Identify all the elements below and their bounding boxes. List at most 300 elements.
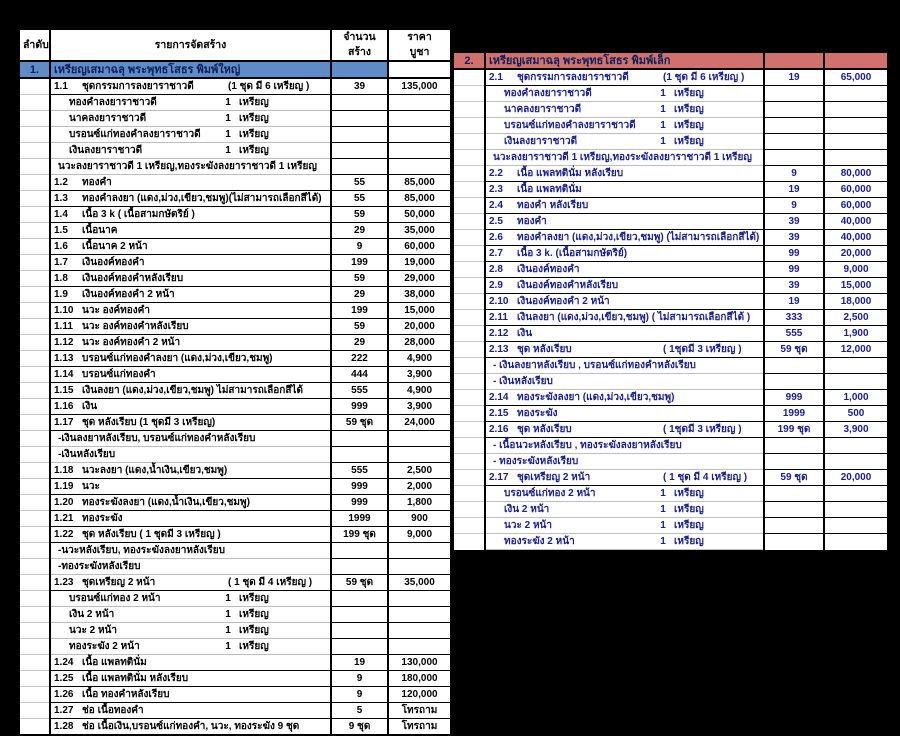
- item-row: [20, 223, 450, 239]
- price-cell: 135,000: [388, 78, 450, 95]
- quantity-cell: 999: [764, 390, 824, 406]
- order-cell: [20, 591, 50, 607]
- price-table-small-mold: [452, 51, 889, 552]
- item-row: [454, 214, 887, 230]
- price-cell: 20,000: [388, 319, 450, 335]
- price-cell: 60,000: [824, 182, 887, 198]
- quantity-cell: 29: [331, 223, 388, 239]
- item-name: ทองคำ หลังเรียบ: [517, 199, 589, 211]
- quantity-cell: 222: [331, 351, 388, 367]
- item-row: [20, 687, 450, 703]
- order-cell: [20, 639, 50, 655]
- description-cell: [50, 527, 331, 543]
- order-cell: [454, 374, 485, 390]
- item-name: เงินองค์ทองคำหลังเรียบ: [517, 279, 619, 291]
- item-number: 1.2: [54, 176, 68, 188]
- price-cell: 20,000: [824, 470, 887, 486]
- item-number: 1.15: [54, 384, 74, 396]
- item-row: [20, 655, 450, 671]
- order-cell: [20, 383, 50, 399]
- price-cell: 18,000: [824, 294, 887, 310]
- quantity-cell: 5: [331, 703, 388, 719]
- item-row: [454, 470, 887, 486]
- item-row: [454, 406, 887, 422]
- description-cell: [50, 591, 331, 607]
- quantity-cell: [331, 607, 388, 623]
- item-row: [454, 198, 887, 214]
- item-row: [454, 342, 887, 358]
- price-cell: 3,900: [388, 399, 450, 415]
- quantity-cell: [331, 61, 388, 78]
- quantity-cell: 1999: [764, 406, 824, 422]
- order-cell: [20, 527, 50, 543]
- quantity-cell: 9: [764, 198, 824, 214]
- quantity-cell: 59 ชุด: [764, 342, 824, 358]
- description-cell: [485, 390, 764, 406]
- price-cell: 500: [824, 406, 887, 422]
- item-name: ช่อ เนื้อเงิน,บรอนซ์แก่ทองคำ, นวะ, ทองระฆัง 9 ชุด: [82, 720, 300, 732]
- column-header-price-line1: ราคา: [407, 31, 432, 43]
- item-row: [454, 310, 887, 326]
- item-number: 1.7: [54, 256, 68, 268]
- description-cell: [485, 150, 764, 166]
- note-text: -เงินหลังเรียบ: [58, 448, 116, 460]
- description-cell: [485, 454, 764, 470]
- sub-item-count: 1: [660, 503, 666, 515]
- price-cell: 40,000: [824, 230, 887, 246]
- note-text: - เนื้อนวะหลังเรียบ , ทองระฆังลงยาหลังเรียบ: [493, 439, 682, 451]
- price-cell: [388, 639, 450, 655]
- description-cell: [485, 422, 764, 438]
- quantity-cell: [764, 454, 824, 470]
- description-cell: [50, 78, 331, 95]
- quantity-cell: [764, 438, 824, 454]
- quantity-cell: [331, 543, 388, 559]
- item-number: 1.28: [54, 720, 74, 732]
- note-row: [454, 358, 887, 374]
- sub-item-row: [454, 486, 887, 502]
- order-cell: [454, 198, 485, 214]
- quantity-cell: 59 ชุด: [331, 415, 388, 431]
- order-cell: [20, 255, 50, 271]
- sub-item-row: [454, 518, 887, 534]
- item-number: 1.14: [54, 368, 74, 380]
- quantity-cell: 199 ชุด: [331, 527, 388, 543]
- description-cell: [50, 575, 331, 591]
- item-number: 1.8: [54, 272, 68, 284]
- sub-item-unit: เหรียญ: [674, 487, 704, 499]
- description-cell: [485, 406, 764, 422]
- sub-item-name: ทองคำลงยาราชาวดี: [69, 96, 157, 108]
- order-cell: [454, 214, 485, 230]
- quantity-cell: [764, 53, 824, 69]
- sub-item-row: [454, 102, 887, 118]
- item-row: [20, 511, 450, 527]
- price-cell: [388, 447, 450, 463]
- order-cell: [20, 399, 50, 415]
- order-cell: [20, 159, 50, 175]
- quantity-cell: 9: [331, 687, 388, 703]
- item-row: [20, 415, 450, 431]
- item-number: 2.6: [489, 231, 503, 243]
- order-cell: [20, 239, 50, 255]
- quantity-cell: 333: [764, 310, 824, 326]
- order-cell: [20, 271, 50, 287]
- description-cell: [50, 447, 331, 463]
- quantity-cell: [331, 95, 388, 111]
- description-cell: [50, 319, 331, 335]
- item-row: [20, 463, 450, 479]
- order-cell: [454, 534, 485, 550]
- note-row: [454, 150, 887, 166]
- quantity-cell: 39: [764, 278, 824, 294]
- item-number: 2.4: [489, 199, 503, 211]
- price-cell: [388, 591, 450, 607]
- item-number: 2.14: [489, 391, 509, 403]
- order-cell: [20, 351, 50, 367]
- sub-item-unit: เหรียญ: [239, 608, 269, 620]
- item-set-note: (1 ชุด มี 6 เหรียญ ): [228, 80, 310, 92]
- item-name: ชุด หลังเรียบ ( 1 ชุดมี 3 เหรียญ ): [82, 528, 221, 540]
- description-cell: [485, 278, 764, 294]
- description-cell: [50, 415, 331, 431]
- left-table: [20, 30, 450, 734]
- description-cell: [485, 102, 764, 118]
- description-cell: [50, 111, 331, 127]
- price-cell: 40,000: [824, 214, 887, 230]
- item-name: เนื้อ ทองคำหลังเรียบ: [82, 688, 170, 700]
- item-name: เงิน: [517, 327, 533, 339]
- description-cell: [50, 95, 331, 111]
- description-cell: [50, 287, 331, 303]
- sub-item-name: นาคลงยาราชาวดี: [504, 103, 582, 115]
- item-number: 1.17: [54, 416, 74, 428]
- item-row: [20, 271, 450, 287]
- price-cell: [824, 53, 887, 69]
- item-row: [20, 367, 450, 383]
- item-number: 1.21: [54, 512, 74, 524]
- price-cell: 28,000: [388, 335, 450, 351]
- sub-item-name: บรอนซ์แก่ทองคำลงยาราชาวดี: [504, 119, 636, 131]
- order-cell: [454, 470, 485, 486]
- order-cell: [454, 150, 485, 166]
- quantity-cell: [331, 559, 388, 575]
- quantity-cell: 555: [764, 326, 824, 342]
- sub-item-name: บรอนซ์แก่ทอง 2 หน้า: [504, 487, 596, 499]
- description-cell: [50, 61, 331, 78]
- price-cell: [388, 607, 450, 623]
- order-cell: [454, 246, 485, 262]
- sub-item-name: บรอนซ์แก่ทองคำลงยาราชาวดี: [69, 128, 201, 140]
- description-cell: [485, 502, 764, 518]
- sub-item-name: นวะ 2 หน้า: [69, 624, 117, 636]
- description-cell: [485, 134, 764, 150]
- quantity-cell: 555: [331, 463, 388, 479]
- sub-item-count: 1: [660, 487, 666, 499]
- price-cell: 2,500: [388, 463, 450, 479]
- description-cell: [485, 53, 764, 69]
- sub-item-row: [20, 623, 450, 639]
- sub-item-unit: เหรียญ: [239, 640, 269, 652]
- item-name: เงินลงยา (แดง,ม่วง,เขียว,ชมพู) ไม่สามารถเลือกสีได้: [82, 384, 303, 396]
- item-set-note: (1 ชุด มี 6 เหรียญ ): [663, 71, 745, 83]
- note-text: - เงินหลังเรียบ: [493, 375, 553, 387]
- sub-item-count: 1: [660, 103, 666, 115]
- item-row: [454, 326, 887, 342]
- note-text: นวะลงยาราชาวดี 1 เหรียญ,ทองระฆังลงยาราชาวดี 1 เหรียญ: [493, 151, 752, 163]
- quantity-cell: [764, 374, 824, 390]
- price-cell: 60,000: [388, 239, 450, 255]
- sub-item-unit: เหรียญ: [239, 96, 269, 108]
- description-cell: [50, 431, 331, 447]
- price-cell: [824, 486, 887, 502]
- note-row: [20, 543, 450, 559]
- item-name: ทองระฆัง: [517, 407, 558, 419]
- description-cell: [50, 271, 331, 287]
- item-number: 1.27: [54, 704, 74, 716]
- description-cell: [50, 655, 331, 671]
- price-cell: [824, 118, 887, 134]
- price-cell: 60,000: [824, 198, 887, 214]
- sub-item-name: ทองคำลงยาราชาวดี: [504, 87, 592, 99]
- description-cell: [485, 534, 764, 550]
- quantity-cell: [331, 639, 388, 655]
- sub-item-count: 1: [225, 608, 231, 620]
- price-cell: 12,000: [824, 342, 887, 358]
- sub-item-row: [454, 86, 887, 102]
- order-cell: [20, 671, 50, 687]
- item-number: 1.12: [54, 336, 74, 348]
- order-cell: [20, 95, 50, 111]
- order-cell: [454, 118, 485, 134]
- item-number: 1.1: [54, 80, 68, 92]
- description-cell: [50, 559, 331, 575]
- order-cell: [454, 166, 485, 182]
- item-number: 1.23: [54, 576, 74, 588]
- item-row: [20, 671, 450, 687]
- price-cell: [824, 150, 887, 166]
- quantity-cell: 19: [764, 294, 824, 310]
- column-header-quantity-line2: สร้าง: [347, 46, 372, 58]
- quantity-cell: 29: [331, 287, 388, 303]
- item-name: เนื้อนาค 2 หน้า: [82, 240, 148, 252]
- quantity-cell: 199: [331, 255, 388, 271]
- item-row: [20, 575, 450, 591]
- order-cell: [454, 486, 485, 502]
- sub-item-count: 1: [225, 640, 231, 652]
- order-cell: [454, 518, 485, 534]
- quantity-cell: 19: [764, 69, 824, 86]
- price-cell: [824, 102, 887, 118]
- description-cell: [50, 495, 331, 511]
- order-cell: [454, 422, 485, 438]
- price-cell: 65,000: [824, 69, 887, 86]
- quantity-cell: [331, 159, 388, 175]
- quantity-cell: [764, 502, 824, 518]
- quantity-cell: [764, 358, 824, 374]
- order-cell: [20, 111, 50, 127]
- price-cell: [388, 61, 450, 78]
- price-cell: [824, 358, 887, 374]
- item-set-note: ( 1 ชุด มี 4 เหรียญ ): [228, 576, 313, 588]
- quantity-cell: 999: [331, 399, 388, 415]
- item-name: ทองคำ: [82, 176, 112, 188]
- item-number: 2.10: [489, 295, 509, 307]
- item-row: [20, 191, 450, 207]
- item-name: ชุดกรรมการลงยาราชาวดี: [82, 80, 194, 92]
- item-row: [454, 182, 887, 198]
- item-row: [20, 479, 450, 495]
- quantity-cell: 39: [764, 214, 824, 230]
- order-cell: 1.: [20, 61, 50, 78]
- note-text: - ทองระฆังหลังเรียบ: [493, 455, 579, 467]
- description-cell: [485, 230, 764, 246]
- order-cell: [454, 406, 485, 422]
- sub-item-count: 1: [660, 135, 666, 147]
- order-cell: [454, 438, 485, 454]
- item-name: นวะ องค์ทองคำ: [82, 304, 150, 316]
- quantity-cell: 9: [764, 166, 824, 182]
- column-header-order: ลำดับ: [20, 30, 50, 61]
- item-row: [20, 303, 450, 319]
- sub-item-count: 1: [660, 87, 666, 99]
- price-cell: [388, 543, 450, 559]
- item-row: [454, 422, 887, 438]
- description-cell: [485, 182, 764, 198]
- price-cell: [388, 95, 450, 111]
- quantity-cell: [331, 591, 388, 607]
- quantity-cell: 999: [331, 479, 388, 495]
- description-cell: [50, 671, 331, 687]
- order-cell: [20, 287, 50, 303]
- description-cell: [485, 214, 764, 230]
- order-cell: [454, 134, 485, 150]
- note-text: -ทองระฆังหลังเรียบ: [58, 560, 141, 572]
- price-cell: [824, 502, 887, 518]
- description-cell: [50, 367, 331, 383]
- price-cell: 15,000: [824, 278, 887, 294]
- item-row: [20, 175, 450, 191]
- order-cell: [20, 559, 50, 575]
- item-row: [20, 719, 450, 735]
- price-cell: 24,000: [388, 415, 450, 431]
- item-number: 1.16: [54, 400, 74, 412]
- price-cell: 15,000: [388, 303, 450, 319]
- item-name: เนื้อ 3 k ( เนื้อสามกษัตริย์ ): [82, 208, 195, 220]
- quantity-cell: [331, 623, 388, 639]
- price-cell: 3,900: [388, 367, 450, 383]
- item-name: ชุด หลังเรียบ (1 ชุดมี 3 เหรียญ): [82, 416, 216, 428]
- sub-item-row: [454, 502, 887, 518]
- description-cell: [50, 239, 331, 255]
- price-cell: 180,000: [388, 671, 450, 687]
- item-name: เนื้อ แพลทตินั่ม หลังเรียบ: [82, 672, 189, 684]
- description-cell: [50, 175, 331, 191]
- item-name: เนื้อนาค: [82, 224, 118, 236]
- order-cell: [20, 143, 50, 159]
- item-name: เงินองค์ทองคำ: [517, 263, 580, 275]
- sub-item-unit: เหรียญ: [674, 103, 704, 115]
- sub-item-count: 1: [660, 535, 666, 547]
- item-number: 1.13: [54, 352, 74, 364]
- quantity-cell: [764, 486, 824, 502]
- sub-item-name: บรอนซ์แก่ทอง 2 หน้า: [69, 592, 161, 604]
- sub-item-row: [20, 143, 450, 159]
- price-cell: 29,000: [388, 271, 450, 287]
- sub-item-unit: เหรียญ: [674, 87, 704, 99]
- item-row: [20, 351, 450, 367]
- quantity-cell: 555: [331, 383, 388, 399]
- price-cell: [388, 623, 450, 639]
- quantity-cell: 999: [331, 495, 388, 511]
- quantity-cell: 19: [764, 182, 824, 198]
- item-number: 2.13: [489, 343, 509, 355]
- sub-item-row: [454, 534, 887, 550]
- item-number: 1.3: [54, 192, 68, 204]
- description-cell: [50, 543, 331, 559]
- column-header-quantity: [331, 30, 388, 61]
- price-cell: 9,000: [388, 527, 450, 543]
- note-row: [20, 431, 450, 447]
- order-cell: [454, 262, 485, 278]
- sub-item-name: เงินลงยาราชาวดี: [504, 135, 578, 147]
- order-cell: [20, 78, 50, 95]
- note-row: [20, 447, 450, 463]
- sub-item-name: นวะ 2 หน้า: [504, 519, 552, 531]
- order-cell: [20, 303, 50, 319]
- item-number: 1.25: [54, 672, 74, 684]
- price-cell: 120,000: [388, 687, 450, 703]
- description-cell: [50, 207, 331, 223]
- item-number: 2.8: [489, 263, 503, 275]
- item-row: [20, 255, 450, 271]
- item-number: 1.6: [54, 240, 68, 252]
- description-cell: [50, 639, 331, 655]
- item-number: 2.1: [489, 71, 503, 83]
- right-table: [454, 53, 887, 550]
- quantity-cell: 55: [331, 175, 388, 191]
- left-table-header-row: [20, 30, 450, 61]
- quantity-cell: [764, 150, 824, 166]
- description-cell: [50, 191, 331, 207]
- description-cell: [485, 310, 764, 326]
- price-cell: [824, 86, 887, 102]
- item-number: 2.3: [489, 183, 503, 195]
- quantity-cell: 59: [331, 207, 388, 223]
- price-cell: 1,000: [824, 390, 887, 406]
- price-cell: 1,800: [388, 495, 450, 511]
- order-cell: [20, 191, 50, 207]
- price-cell: 4,900: [388, 383, 450, 399]
- note-text: นวะลงยาราชาวดี 1 เหรียญ,ทองระฆังลงยาราชาวดี 1 เหรียญ: [58, 160, 317, 172]
- order-cell: [20, 511, 50, 527]
- order-cell: [454, 358, 485, 374]
- item-name: เงินองค์ทองคำ: [82, 256, 145, 268]
- quantity-cell: 9: [331, 239, 388, 255]
- price-cell: 4,900: [388, 351, 450, 367]
- order-cell: [20, 687, 50, 703]
- quantity-cell: 29: [331, 335, 388, 351]
- description-cell: [50, 223, 331, 239]
- item-name: เนื้อ แพลทตินั่ม: [517, 183, 582, 195]
- description-cell: [50, 143, 331, 159]
- price-cell: 35,000: [388, 223, 450, 239]
- sub-item-count: 1: [225, 96, 231, 108]
- item-row: [20, 383, 450, 399]
- item-row: [20, 207, 450, 223]
- price-cell: 19,000: [388, 255, 450, 271]
- description-cell: [485, 518, 764, 534]
